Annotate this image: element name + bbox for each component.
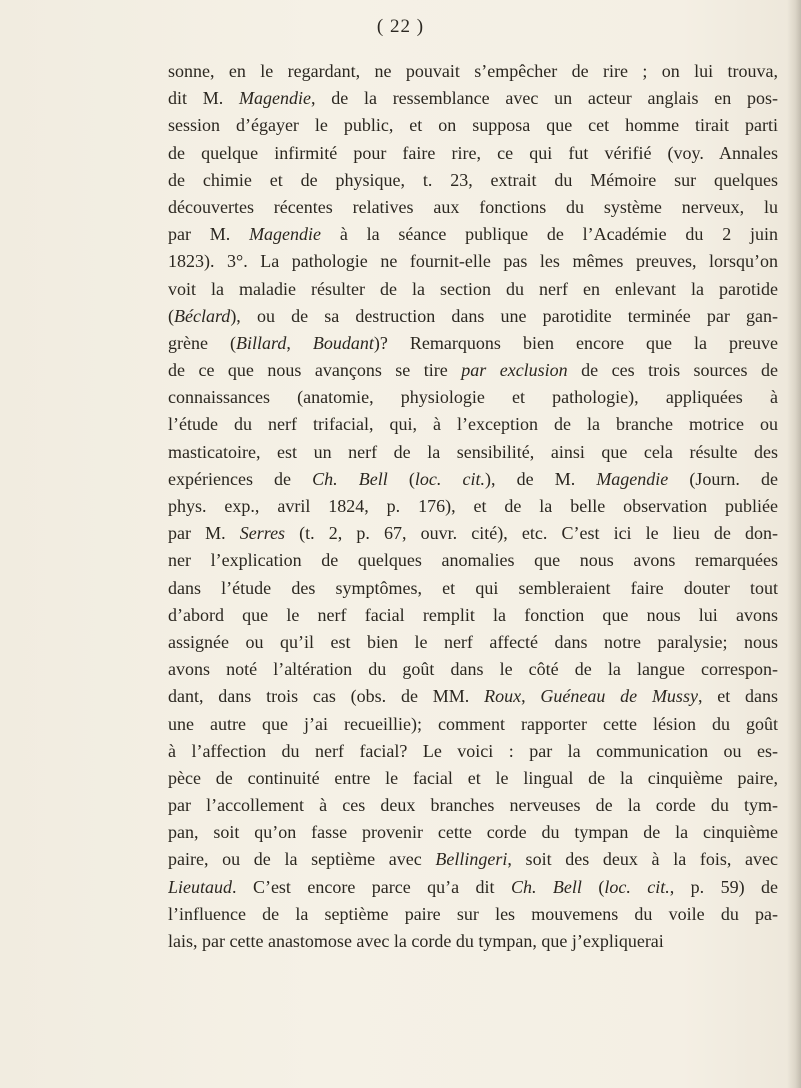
text-line (168, 683, 778, 710)
text-run: ), ou de sa destruction dans une parotidite terminée par gan- (230, 305, 778, 326)
text-run: par M. (168, 224, 250, 245)
text-run: paire, ou de la septième avec (168, 849, 436, 870)
text-line (168, 411, 778, 438)
italic-text: Magendie (249, 224, 322, 245)
page-edge-shadow (787, 0, 801, 1088)
text-line (168, 58, 778, 85)
italic-text: Magendie (596, 468, 669, 489)
text-run: à la séance publique de l’Académie du 2 juin (321, 224, 778, 245)
text-line (168, 112, 778, 139)
text-line (168, 711, 778, 738)
italic-text: Boudant (312, 332, 374, 353)
italic-text: Ch. Bell (312, 468, 388, 489)
text-run: l’étude du nerf trifacial, qui, à l’exception de la branche motrice ou (168, 414, 778, 435)
text-line (168, 520, 778, 547)
text-run: sonne, en le regardant, ne pouvait s’empêcher de rire ; on lui trouva, (168, 61, 778, 81)
text-run: découvertes récentes relatives aux fonctions du système nerveux, lu (168, 196, 778, 217)
text-run: 1823). 3°. La pathologie ne fournit-elle pas les mêmes preuves, lorsqu’on (168, 251, 778, 272)
text-run: . C’est encore parce qu’a dit (232, 876, 511, 897)
text-run: ( (168, 305, 174, 326)
text-run: par M. (168, 523, 240, 544)
text-line (168, 575, 778, 602)
text-line (168, 846, 778, 873)
text-line (168, 738, 778, 765)
text-run: , p. 59) de (669, 876, 778, 897)
text-run: par l’accollement à ces deux branches nerveuses de la corde du tym- (168, 795, 778, 816)
text-run: l’influence de la septième paire sur les mouvemens du voile du pa- (168, 903, 778, 924)
text-run: pèce de continuité entre le facial et le lingual de la cinquième paire, (168, 767, 778, 788)
text-run: )? Remarquons bien encore que la preuve (373, 332, 778, 353)
text-line (168, 303, 778, 330)
text-line (168, 466, 778, 493)
text-line (168, 248, 778, 275)
text-run: de chimie et de physique, t. 23, extrait du Mémoire sur quelques (168, 169, 778, 190)
italic-text: Roux (484, 686, 522, 707)
text-line (168, 928, 778, 955)
text-run: dant, dans trois cas (obs. de MM. (168, 686, 485, 707)
text-line (168, 85, 778, 112)
text-line (168, 629, 778, 656)
text-line (168, 439, 778, 466)
text-run: (t. 2, p. 67, ouvr. cité), etc. C’est ici le lieu de don- (285, 523, 778, 544)
text-line (168, 765, 778, 792)
text-run: ner l’explication de quelques anomalies que nous avons remarquées (168, 550, 778, 571)
text-run: connaissances (anatomie, physiologie et pathologie), appliquées à (168, 387, 778, 408)
text-run: , soit des deux à la fois, avec (507, 849, 778, 870)
text-run: de ce que nous avançons se tire (168, 360, 462, 381)
italic-text: Bellingeri (435, 849, 508, 870)
text-run: voit la maladie résulter de la section du nerf en enlevant la parotide (168, 278, 778, 299)
text-line (168, 656, 778, 683)
text-line (168, 819, 778, 846)
text-run: de ces trois sources de (567, 360, 778, 381)
text-line (168, 547, 778, 574)
italic-text: loc. cit. (604, 876, 670, 897)
text-run: dans l’étude des symptômes, et qui sembleraient faire douter tout (168, 577, 778, 598)
text-line (168, 167, 778, 194)
text-run: , (521, 686, 541, 707)
italic-text: Serres (239, 523, 286, 544)
text-run: phys. exp., avril 1824, p. 176), et de la belle observation publiée (168, 496, 778, 516)
text-run: lais, par cette anastomose avec la corde du tympan, que j’expliquerai (168, 931, 664, 951)
text-run: masticatoire, est un nerf de la sensibilité, ainsi que cela résulte des (168, 441, 778, 462)
text-run: assignée ou qu’il est bien le nerf affecté dans notre paralysie; nous (168, 631, 778, 652)
text-run: session d’égayer le public, et on supposa que cet homme tirait parti (168, 115, 778, 136)
body-text (168, 58, 778, 955)
text-run: d’abord que le nerf facial remplit la fonction que nous lui avons (168, 604, 778, 625)
text-run: , (286, 332, 313, 353)
italic-text: loc. cit. (414, 468, 485, 489)
text-run: à l’affection du nerf facial? Le voici : par la communication ou es- (168, 740, 778, 761)
text-line (168, 792, 778, 819)
text-run: , et dans (697, 686, 778, 707)
text-line (168, 330, 778, 357)
italic-text: Guéneau de Mussy (540, 686, 698, 707)
italic-text: par exclusion (461, 360, 568, 381)
text-run: ), de M. (484, 468, 597, 489)
text-run: avons noté l’altération du goût dans le côté de la langue correspon- (168, 659, 778, 680)
text-run: expériences de (168, 468, 313, 489)
italic-text: Lieutaud (168, 876, 233, 897)
text-run: , de la ressemblance avec un acteur anglais en pos- (310, 88, 778, 109)
text-line (168, 357, 778, 384)
text-line (168, 276, 778, 303)
text-run: pan, soit qu’on fasse provenir cette corde du tympan de la cinquième (168, 822, 778, 843)
text-run: dit M. (168, 88, 239, 109)
text-line (168, 384, 778, 411)
italic-text: Billard (236, 332, 287, 353)
text-run: une autre que j’ai recueillie); comment rapporter cette lésion du goût (168, 713, 778, 734)
text-line (168, 874, 778, 901)
text-line (168, 140, 778, 167)
page-number: ( 22 ) (376, 16, 425, 37)
italic-text: Magendie (239, 88, 311, 109)
text-line (168, 493, 778, 520)
italic-text: Béclard (174, 305, 231, 326)
text-run: de quelque infirmité pour faire rire, ce qui fut vérifié (voy. Annales (168, 142, 778, 163)
text-line (168, 602, 778, 629)
text-run: ( (387, 468, 415, 489)
italic-text: Ch. Bell (510, 876, 582, 897)
text-run: (Journ. de (668, 468, 778, 489)
text-run: ( (581, 876, 605, 897)
text-line (168, 901, 778, 928)
text-line (168, 221, 778, 248)
text-run: grène ( (168, 332, 237, 353)
text-line (168, 194, 778, 221)
